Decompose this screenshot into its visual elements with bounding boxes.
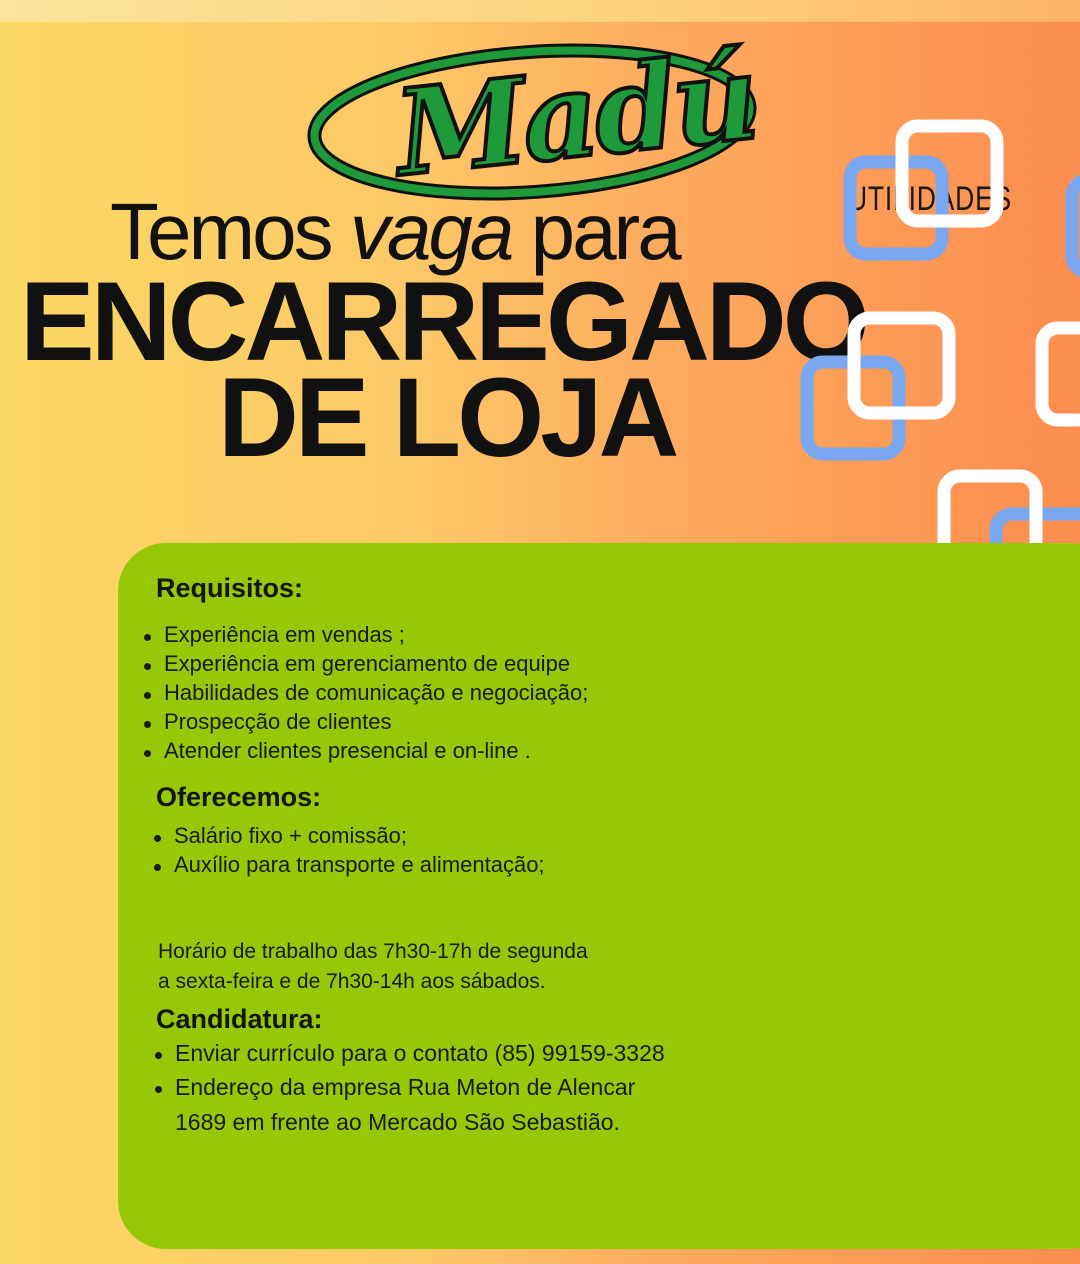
address-line-1: Endereço da empresa Rua Meton de Alencar — [175, 1074, 636, 1100]
horario-line-1: Horário de trabalho das 7h30-17h de segunda — [158, 940, 588, 963]
list-item: Experiência em vendas ; — [142, 622, 588, 651]
horario-text — [158, 937, 588, 997]
requisitos-list — [142, 622, 588, 767]
horario-line-2: a sexta-feira e de 7h30-14h aos sábados. — [158, 970, 546, 993]
headline-line-3: DE LOJA — [218, 355, 676, 480]
top-strip — [0, 0, 1080, 22]
oferecemos-title: Oferecemos: — [156, 782, 322, 812]
address-line-2: 1689 em frente ao Mercado São Sebastião. — [175, 1109, 620, 1135]
headline-suffix: para — [511, 187, 679, 276]
logo-subtitle: UTILIDADES — [848, 180, 1013, 218]
list-item: Atender clientes presencial e on-line . — [142, 738, 588, 767]
list-item: Habilidades de comunicação e negociação; — [142, 680, 588, 709]
list-item: Auxílio para transporte e alimentação; — [152, 852, 545, 881]
headline-line-2: ENCARREGADO — [20, 259, 866, 384]
list-item: Salário fixo + comissão; — [152, 823, 545, 852]
list-item: Prospecção de clientes — [142, 709, 588, 738]
headline-emphasis: vaga — [349, 187, 512, 276]
oferecemos-list — [152, 823, 545, 881]
list-item: Experiência em gerenciamento de equipe — [142, 651, 588, 680]
requisitos-title: Requisitos: — [156, 573, 304, 603]
list-item — [153, 1074, 665, 1135]
headline-prefix: Temos — [110, 187, 350, 276]
candidatura-list — [153, 1040, 665, 1135]
logo-wordmark: Madú — [389, 26, 762, 203]
list-item: Enviar currículo para o contato (85) 99159-3328 — [153, 1040, 665, 1074]
candidatura-title: Candidatura: — [156, 1004, 323, 1034]
